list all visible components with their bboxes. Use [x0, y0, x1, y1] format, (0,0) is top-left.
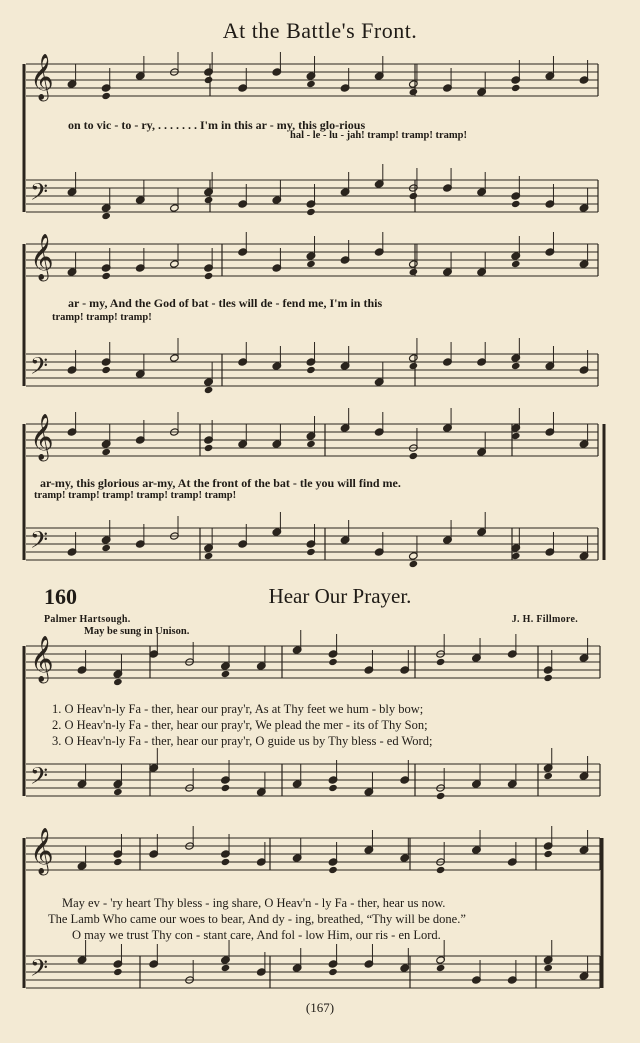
verse-line: 3. O Heav'n-ly Fa - ther, hear our pray'r, O guide us by Thy bless - ed Word; — [52, 734, 433, 748]
note-head — [436, 866, 446, 874]
note-head — [306, 260, 316, 268]
hymn-title: Hear Our Prayer. — [268, 584, 412, 608]
treble-clef-icon: 𝄞 — [30, 414, 54, 460]
lyric-line: ar - my, And the God of bat - tles will de - fend me, I'm in this — [68, 296, 383, 310]
note-head — [221, 784, 231, 792]
note-head — [543, 772, 553, 780]
note-head — [511, 84, 521, 92]
note-head — [409, 268, 419, 276]
note-head — [306, 208, 316, 216]
note-head — [306, 548, 316, 556]
bass-clef-icon: 𝄢 — [30, 954, 49, 987]
note-head — [409, 560, 419, 568]
treble-clef-icon: 𝄞 — [30, 234, 54, 280]
note-head — [204, 552, 214, 560]
note-head — [101, 212, 111, 220]
note-head — [101, 544, 111, 552]
verse-line: O may we trust Thy con - stant care, And fol - low Him, our ris - en Lord. — [72, 928, 441, 942]
note-head — [409, 362, 419, 370]
lyric-line: on to vic - to - ry, . . . . . . . I'm in this ar - my, this glo-rious — [68, 118, 366, 132]
treble-clef-icon: 𝄞 — [30, 54, 54, 100]
note-head — [204, 272, 214, 280]
note-head — [436, 964, 446, 972]
note-head — [409, 192, 419, 200]
note-head — [221, 858, 231, 866]
note-head — [511, 362, 521, 370]
note-head — [101, 448, 111, 456]
lyric-line: ar-my, this glorious ar-my, At the front of the bat - tle you will find me. — [40, 476, 401, 490]
note-head — [204, 444, 214, 452]
treble-clef-icon: 𝄞 — [30, 828, 54, 874]
treble-clef-icon: 𝄞 — [30, 636, 54, 682]
note-head — [113, 788, 123, 796]
verse-line: The Lamb Who came our woes to bear, And dy - ing, breathed, “Thy will be done.” — [48, 912, 466, 926]
note-head — [511, 200, 521, 208]
note-head — [511, 260, 521, 268]
verse-line: 2. O Heav'n-ly Fa - ther, hear our pray'r, We plead the mer - its of Thy Son; — [52, 718, 428, 732]
note-head — [204, 196, 214, 204]
verse-line: 1. O Heav'n-ly Fa - ther, hear our pray'r, As at Thy feet we hum - bly bow; — [52, 702, 424, 716]
note-head — [543, 964, 553, 972]
bass-clef-icon: 𝄢 — [30, 762, 49, 795]
hymn-number: 160 — [44, 584, 77, 609]
page-number: (167) — [305, 1000, 335, 1015]
note-head — [113, 968, 123, 976]
note-head — [328, 968, 338, 976]
note-head — [113, 678, 123, 686]
note-head — [409, 452, 419, 460]
note-head — [306, 440, 316, 448]
note-head — [328, 658, 338, 666]
note-head — [409, 88, 419, 96]
note-head — [436, 658, 446, 666]
note-head — [543, 850, 553, 858]
bass-clef-icon: 𝄢 — [30, 526, 49, 559]
note-head — [306, 80, 316, 88]
bass-clef-icon: 𝄢 — [30, 352, 49, 385]
refrain-line: tramp! tramp! tramp! tramp! tramp! tramp! — [34, 490, 237, 501]
performance-instruction: May be sung in Unison. — [84, 626, 190, 637]
note-head — [113, 858, 123, 866]
note-head — [101, 366, 111, 374]
note-head — [328, 784, 338, 792]
refrain-line: tramp! tramp! tramp! — [52, 312, 152, 323]
bass-clef-icon: 𝄢 — [30, 178, 49, 211]
song-title: At the Battle's Front. — [222, 18, 418, 43]
author-credit: Palmer Hartsough. — [44, 614, 131, 625]
note-head — [221, 670, 231, 678]
note-head — [436, 792, 446, 800]
composer-credit: J. H. Fillmore. — [511, 614, 578, 625]
note-head — [543, 674, 553, 682]
note-head — [306, 366, 316, 374]
note-head — [101, 92, 111, 100]
note-head — [204, 386, 214, 394]
note-head — [328, 866, 338, 874]
note-head — [221, 964, 231, 972]
note-head — [101, 272, 111, 280]
note-head — [204, 76, 214, 84]
verse-line: May ev - 'ry heart Thy bless - ing share, O Heav'n - ly Fa - ther, hear us now. — [62, 896, 446, 910]
refrain-line: hal - le - lu - jah! tramp! tramp! tramp! — [290, 130, 468, 141]
